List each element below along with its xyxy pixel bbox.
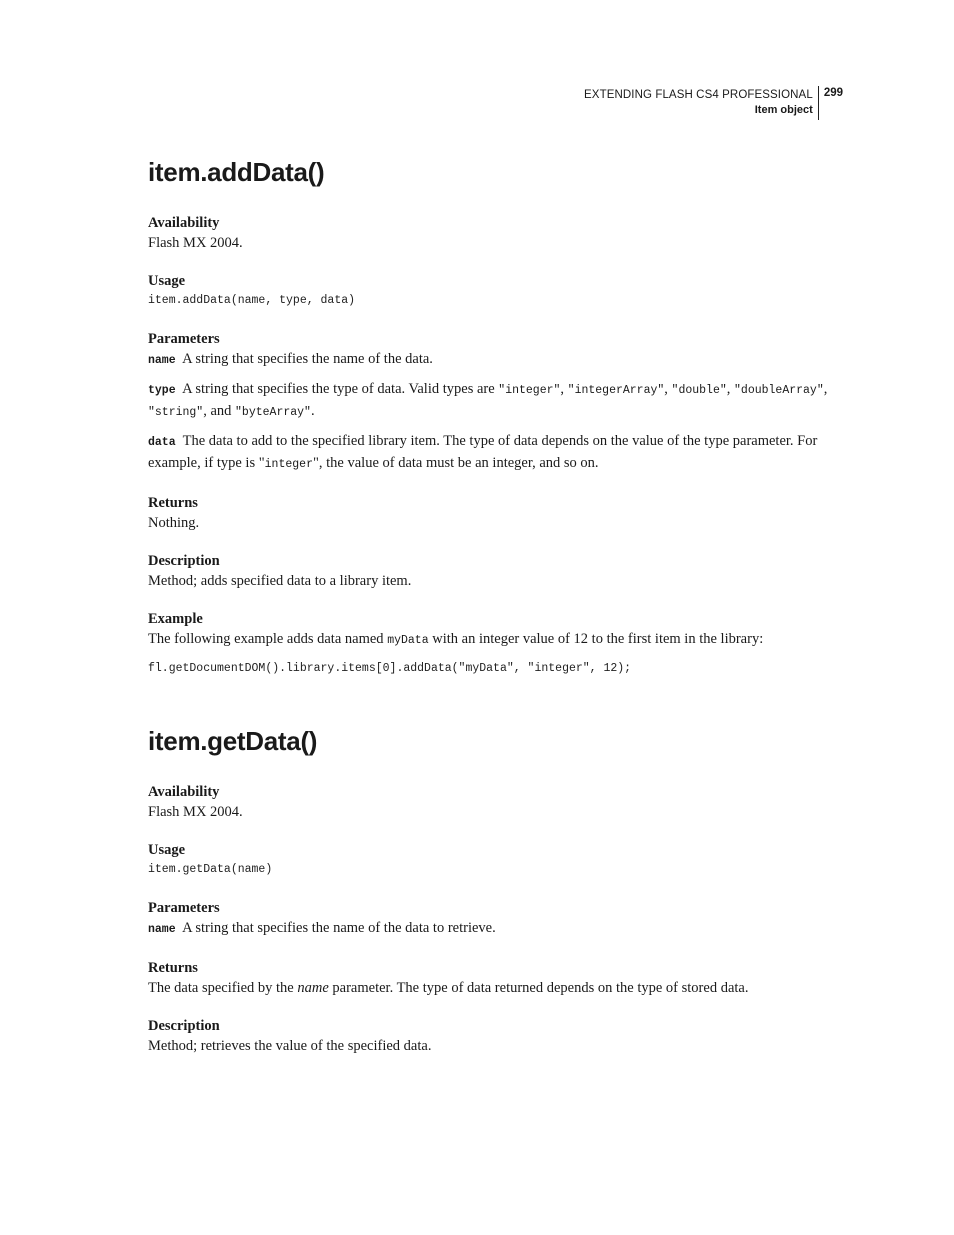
param-type-row <box>148 379 838 423</box>
parameters-label: Parameters <box>148 900 220 916</box>
returns-text: Nothing. <box>148 515 200 531</box>
add-data-example <box>148 610 838 679</box>
availability-label: Availability <box>148 215 220 231</box>
chapter-title: Item object <box>754 104 813 116</box>
separator: , and <box>203 403 232 419</box>
availability-label: Availability <box>148 784 220 800</box>
get-data-parameters <box>148 899 838 940</box>
param-data-row <box>148 431 838 475</box>
param-data-description-end: ", the value of data must be an integer, and so on. <box>312 455 599 471</box>
param-name: name <box>148 354 176 367</box>
returns-text-end: parameter. The type of data returned depends on the type of stored data. <box>332 980 749 996</box>
example-label: Example <box>148 611 203 627</box>
example-inline-code: myData <box>387 634 429 647</box>
returns-label: Returns <box>148 495 198 511</box>
param-data-description: The data to add to the specified library item. The type of data depends on the value of the type parameter. For example, if type is " <box>148 433 818 471</box>
type-double-array: "doubleArray" <box>734 384 824 397</box>
param-name-description: A string that specifies the name of the data. <box>182 351 433 367</box>
usage-code: item.getData(name) <box>148 863 273 876</box>
get-data-usage <box>148 841 838 880</box>
add-data-returns <box>148 494 838 533</box>
type-string: "string" <box>148 406 204 419</box>
add-data-description <box>148 552 838 591</box>
returns-label: Returns <box>148 960 198 976</box>
page-content <box>148 150 838 1075</box>
add-data-availability <box>148 214 838 253</box>
separator: , <box>560 381 565 397</box>
type-byte-array: "byteArray" <box>235 406 311 419</box>
book-title: EXTENDING FLASH CS4 PROFESSIONAL <box>584 89 813 101</box>
running-header <box>584 86 843 120</box>
parameters-label: Parameters <box>148 331 220 347</box>
get-data-section <box>148 719 838 1056</box>
add-data-usage <box>148 272 838 311</box>
example-text-end: with an integer value of 12 to the first item in the library: <box>432 631 764 647</box>
returns-text <box>148 978 838 998</box>
get-data-title: item.getData() <box>148 726 318 756</box>
type-double: "double" <box>671 384 727 397</box>
usage-code: item.addData(name, type, data) <box>148 294 356 307</box>
param-data: data <box>148 436 176 449</box>
param-name-description: A string that specifies the name of the data to retrieve. <box>182 920 496 936</box>
availability-text: Flash MX 2004. <box>148 804 243 820</box>
returns-italic-name: name <box>297 980 329 996</box>
param-name-row <box>148 349 838 371</box>
param-name: name <box>148 923 176 936</box>
add-data-parameters <box>148 330 838 475</box>
example-text-start: The following example adds data named <box>148 631 384 647</box>
separator: . <box>310 403 315 419</box>
description-label: Description <box>148 553 220 569</box>
param-name-row <box>148 918 838 940</box>
param-data-inline-code: integer <box>264 458 313 471</box>
separator: , <box>726 381 731 397</box>
usage-label: Usage <box>148 842 186 858</box>
get-data-description <box>148 1017 838 1056</box>
separator: , <box>664 381 668 397</box>
add-data-section <box>148 150 838 679</box>
example-text <box>148 629 838 651</box>
returns-text-start: The data specified by the <box>148 980 294 996</box>
running-header-titles <box>584 86 819 120</box>
separator: , <box>823 381 828 397</box>
example-code: fl.getDocumentDOM().library.items[0].addData("myData", "integer", 12); <box>148 662 632 675</box>
description-text: Method; retrieves the value of the specified data. <box>148 1038 432 1054</box>
type-integer: "integer" <box>498 384 561 397</box>
usage-label: Usage <box>148 273 186 289</box>
get-data-availability <box>148 783 838 822</box>
availability-text: Flash MX 2004. <box>148 235 243 251</box>
add-data-title: item.addData() <box>148 157 325 187</box>
param-type: type <box>148 384 176 397</box>
description-label: Description <box>148 1018 220 1034</box>
page-number: 299 <box>823 87 843 99</box>
get-data-returns <box>148 959 838 998</box>
param-type-description: A string that specifies the type of data. Valid types are <box>182 381 495 397</box>
type-integer-array: "integerArray" <box>567 384 665 397</box>
description-text: Method; adds specified data to a library item. <box>148 573 412 589</box>
